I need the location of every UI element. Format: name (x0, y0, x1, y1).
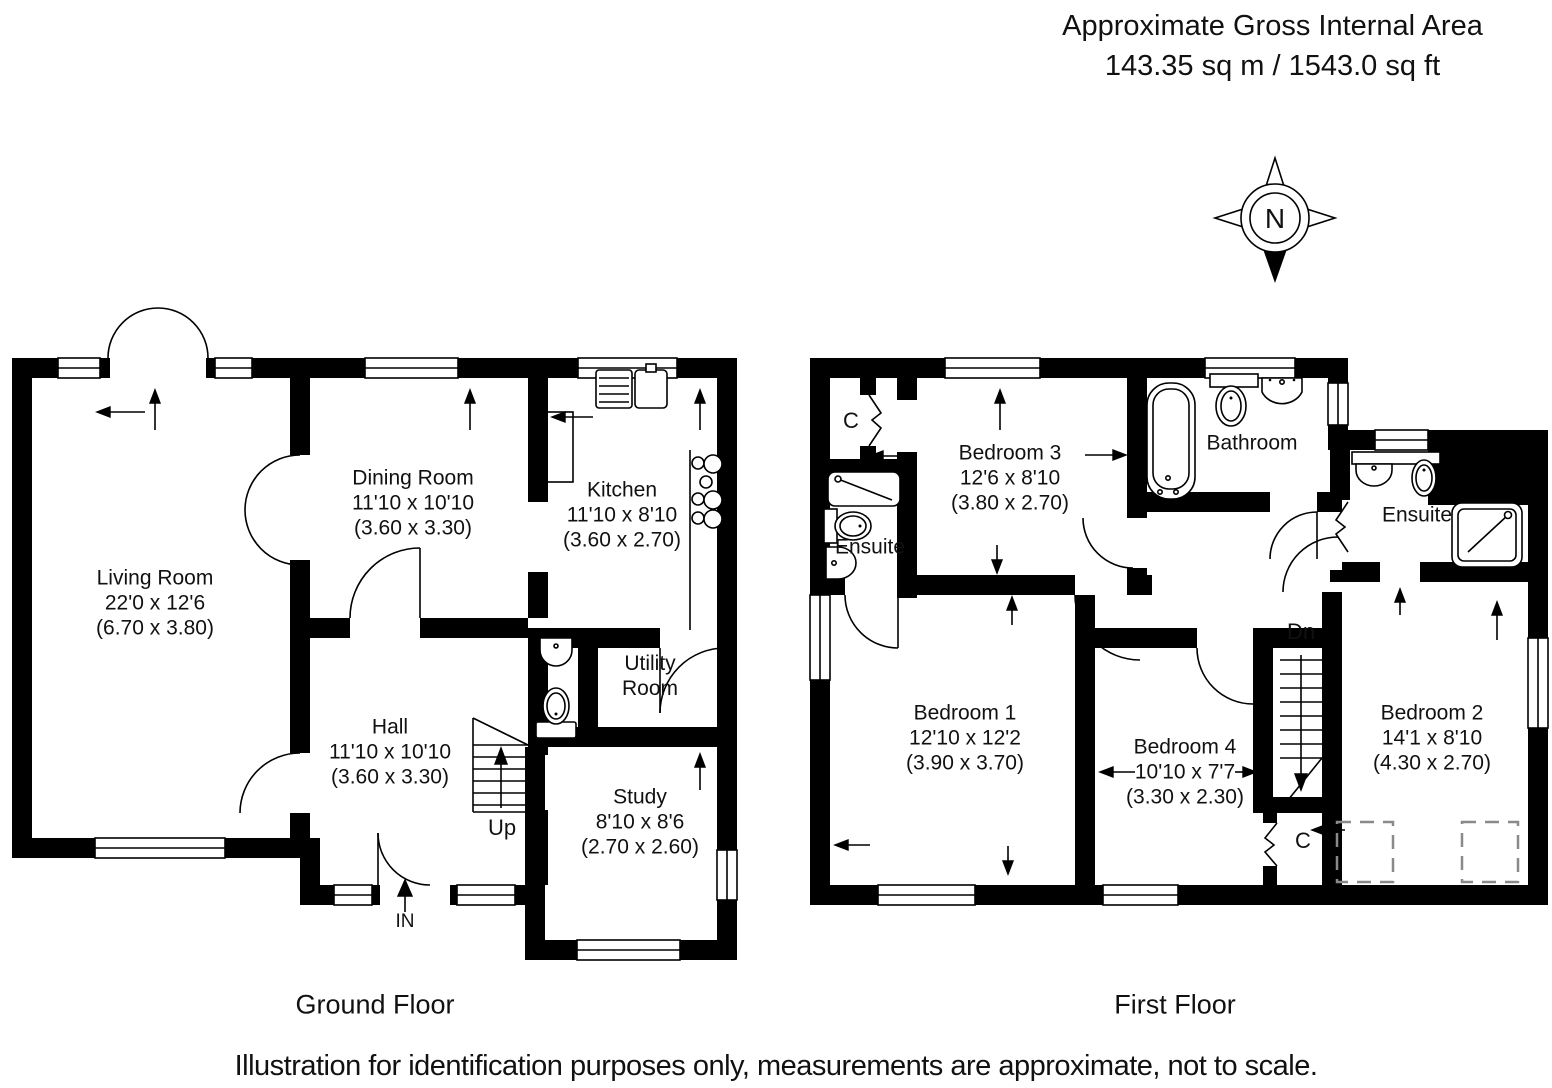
heading-line1: Approximate Gross Internal Area (1062, 10, 1483, 42)
heading-line2: 143.35 sq m / 1543.0 sq ft (1104, 50, 1441, 82)
window (215, 358, 252, 378)
ensuite-right-toilet (1412, 460, 1436, 496)
hall-living-door-arc (240, 753, 300, 813)
room-label-ensuite-right: Ensuite (1381, 503, 1453, 527)
room-label-hall: Hall 11'10 x 10'10 (3.60 x 3.30) (328, 715, 452, 789)
living-dining-door-arc (245, 455, 300, 510)
window (945, 358, 1040, 378)
closet-bottom-label: C (1295, 828, 1311, 853)
compass-north-label: N (1264, 203, 1286, 234)
room-label-bedroom2: Bedroom 2 14'1 x 8'10 (4.30 x 2.70) (1373, 701, 1491, 775)
bedroom4-door-arc (1197, 648, 1253, 704)
entrance-door-arc (378, 833, 430, 885)
kitchen-hob (692, 455, 722, 528)
bathroom-sink (1262, 378, 1302, 404)
room-label-bedroom3: Bedroom 3 12'6 x 8'10 (3.80 x 2.70) (951, 441, 1069, 515)
window (95, 838, 225, 858)
room-label-ensuite-left: Ensuite (834, 535, 906, 559)
living-dining-door-arc (245, 510, 300, 565)
ensuite-left-shower (828, 472, 900, 506)
closet-top-label: C (843, 408, 859, 433)
hall-dining-door-arc (350, 548, 420, 618)
closet-top-bifold-door (869, 395, 881, 446)
bathroom-door-arc (1270, 512, 1317, 559)
entrance-in-arrow (398, 880, 412, 896)
window (334, 885, 372, 905)
room-label-dining: Dining Room 11'10 x 10'10 (3.60 x 3.30) (351, 466, 475, 540)
room-label-bedroom1: Bedroom 1 12'10 x 12'2 (3.90 x 3.70) (906, 701, 1024, 775)
window (577, 940, 680, 960)
window (58, 358, 100, 378)
closet-bottom-bifold-door (1265, 823, 1277, 866)
window (810, 595, 830, 680)
window (457, 885, 515, 905)
bathroom-toilet (1210, 374, 1258, 426)
first-floor-plan (810, 358, 1548, 905)
bathtub (1147, 383, 1195, 499)
gross-internal-area-heading (995, 6, 1550, 86)
cloakroom-sink (540, 638, 572, 666)
stairs-down (1280, 655, 1322, 810)
window (365, 358, 458, 378)
room-label-living: Living Room 22'0 x 12'6 (6.70 x 3.80) (96, 566, 214, 640)
bedroom3-door-arc (1083, 518, 1133, 568)
disclaimer-text: Illustration for identification purposes only, measurements are approximate, not to scale. (234, 1050, 1318, 1082)
ensuite-right-shower (1452, 503, 1522, 567)
ground-floor-title: Ground Floor (295, 989, 455, 1020)
window (878, 885, 975, 905)
stairs-up (473, 718, 528, 812)
french-door-arc (108, 308, 158, 358)
stairs-down-label: Dn (1286, 619, 1316, 644)
window (1375, 430, 1428, 450)
first-floor-title: First Floor (1114, 989, 1236, 1020)
room-label-study: Study 8'10 x 8'6 (2.70 x 2.60) (581, 785, 699, 859)
room-label-bedroom4: Bedroom 4 10'10 x 7'7 (3.30 x 2.30) (1126, 735, 1244, 809)
room-label-bathroom: Bathroom (1206, 431, 1298, 455)
room-label-utility: Utility Room (621, 652, 679, 700)
window (1528, 638, 1548, 728)
bedroom2-wardrobes (1337, 822, 1518, 882)
kitchen-sink (596, 364, 667, 408)
bedroom2-door-arc (1283, 537, 1338, 592)
entrance-in-label: IN (395, 911, 415, 932)
stairs-up-label: Up (487, 815, 517, 840)
window (717, 850, 737, 900)
window (1328, 383, 1348, 425)
french-door-arc (158, 308, 208, 358)
room-label-kitchen: Kitchen 11'10 x 8'10 (3.60 x 2.70) (563, 478, 681, 552)
window (1103, 885, 1178, 905)
ensuite-left-door-arc (845, 595, 898, 648)
